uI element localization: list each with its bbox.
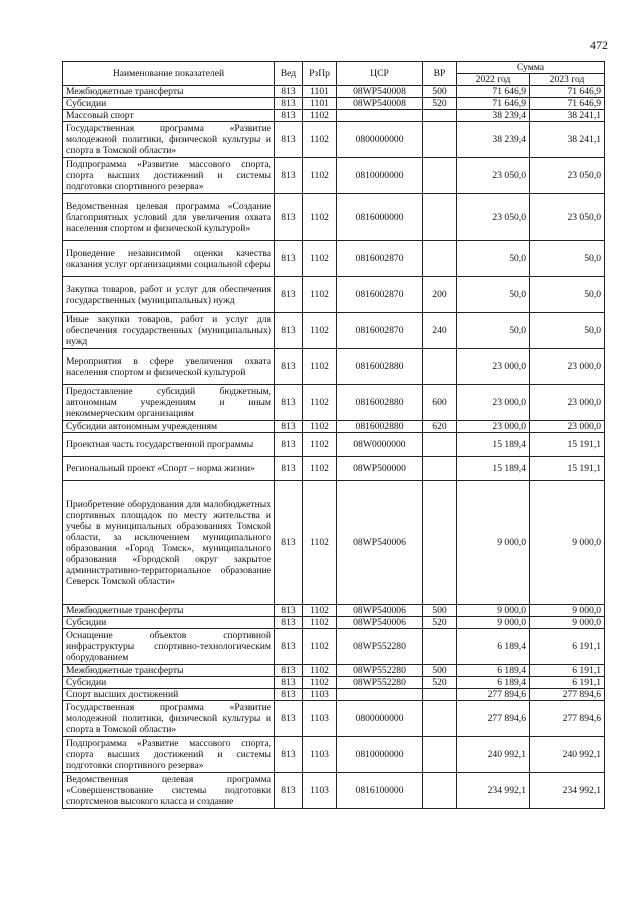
table-cell-rzpr: 1102	[303, 629, 337, 665]
table-cell-ved: 813	[275, 701, 303, 737]
table-cell-name: Приобретение оборудования для малобюджетных спортивных площадок по месту жительства и учебы в муниципальных образованиях Томской области, за исключением муниципального образования «Город Томск», муниципального образования «Городской округ закрытое административно-территориальное образование Северск Томской области»	[63, 481, 275, 605]
table-cell-rzpr: 1101	[303, 98, 337, 110]
table-cell-2023: 38 241,1	[530, 110, 605, 122]
table-cell-csr: 0800000000	[337, 122, 423, 158]
table-cell-name: Межбюджетные трансферты	[63, 665, 275, 677]
table-cell-name: Проектная часть государственной программы	[63, 433, 275, 457]
table-cell-rzpr: 1102	[303, 617, 337, 629]
table-cell-name: Проведение независимой оценки качества оказания услуг организациями социальной сферы	[63, 241, 275, 277]
table-row	[63, 605, 605, 617]
table-cell-name: Межбюджетные трансферты	[63, 86, 275, 98]
table-cell-vr	[423, 241, 457, 277]
table-cell-2023: 277 894,6	[530, 689, 605, 701]
table-cell-name: Закупка товаров, работ и услуг для обеспечения государственных (муниципальных) нужд	[63, 277, 275, 313]
table-cell-rzpr: 1102	[303, 122, 337, 158]
table-cell-rzpr: 1102	[303, 421, 337, 433]
table-cell-2023: 23 000,0	[530, 349, 605, 385]
table-cell-vr	[423, 737, 457, 773]
table-cell-csr: 08WP540008	[337, 98, 423, 110]
table-cell-2022: 6 189,4	[457, 677, 530, 689]
header-name: Наименование показателей	[63, 62, 275, 86]
table-cell-ved: 813	[275, 617, 303, 629]
table-cell-vr: 620	[423, 421, 457, 433]
table-cell-2023: 9 000,0	[530, 617, 605, 629]
table-cell-ved: 813	[275, 605, 303, 617]
table-cell-vr	[423, 110, 457, 122]
table-cell-ved: 813	[275, 629, 303, 665]
table-row	[63, 421, 605, 433]
table-cell-2023: 38 241,1	[530, 122, 605, 158]
table-cell-csr: 0816002880	[337, 385, 423, 421]
table-cell-2022: 50,0	[457, 241, 530, 277]
table-cell-csr: 08WP540008	[337, 86, 423, 98]
table-cell-ved: 813	[275, 457, 303, 481]
table-cell-2022: 15 189,4	[457, 433, 530, 457]
table-cell-2022: 6 189,4	[457, 629, 530, 665]
table-cell-2023: 6 191,1	[530, 665, 605, 677]
table-cell-rzpr: 1103	[303, 701, 337, 737]
table-row	[63, 629, 605, 665]
table-cell-2023: 23 000,0	[530, 421, 605, 433]
table-cell-name: Субсидии автономным учреждениям	[63, 421, 275, 433]
table-cell-vr	[423, 457, 457, 481]
table-cell-vr	[423, 122, 457, 158]
table-cell-name: Государственная программа «Развитие молодежной политики, физической культуры и спорта в Томской области»	[63, 701, 275, 737]
table-cell-2022: 71 646,9	[457, 86, 530, 98]
table-cell-2022: 23 050,0	[457, 194, 530, 241]
table-cell-2022: 38 239,4	[457, 110, 530, 122]
table-row	[63, 701, 605, 737]
table-cell-rzpr: 1102	[303, 605, 337, 617]
table-cell-2023: 6 191,1	[530, 677, 605, 689]
table-cell-csr: 08WP540006	[337, 617, 423, 629]
table-cell-2022: 277 894,6	[457, 701, 530, 737]
table-cell-vr	[423, 158, 457, 194]
table-cell-ved: 813	[275, 665, 303, 677]
table-cell-vr	[423, 629, 457, 665]
table-cell-csr: 0816002870	[337, 277, 423, 313]
table-cell-2022: 277 894,6	[457, 689, 530, 701]
table-cell-ved: 813	[275, 737, 303, 773]
table-cell-rzpr: 1103	[303, 737, 337, 773]
table-cell-csr: 0810000000	[337, 158, 423, 194]
table-cell-2023: 15 191,1	[530, 457, 605, 481]
table-cell-csr: 0816000000	[337, 194, 423, 241]
table-row	[63, 110, 605, 122]
table-cell-vr: 500	[423, 86, 457, 98]
header-vr: ВР	[423, 62, 457, 86]
table-cell-vr: 520	[423, 677, 457, 689]
header-year-2022: 2022 год	[457, 74, 530, 86]
table-cell-name: Подпрограмма «Развитие массового спорта, спорта высших достижений и системы подготовки спортивного резерва»	[63, 158, 275, 194]
table-body	[63, 86, 605, 809]
header-sum: Сумма	[457, 62, 605, 74]
table-cell-vr	[423, 481, 457, 605]
table-cell-rzpr: 1102	[303, 313, 337, 349]
table-cell-rzpr: 1102	[303, 457, 337, 481]
page-number: 472	[590, 38, 608, 52]
table-cell-ved: 813	[275, 349, 303, 385]
table-cell-ved: 813	[275, 385, 303, 421]
table-row	[63, 313, 605, 349]
table-row	[63, 481, 605, 605]
table-cell-2023: 23 050,0	[530, 158, 605, 194]
table-cell-vr	[423, 773, 457, 809]
table-cell-csr: 08WP552280	[337, 629, 423, 665]
table-cell-vr: 200	[423, 277, 457, 313]
table-cell-rzpr: 1103	[303, 773, 337, 809]
table-cell-name: Государственная программа «Развитие молодежной политики, физической культуры и спорта в Томской области»	[63, 122, 275, 158]
table-cell-2023: 15 191,1	[530, 433, 605, 457]
table-cell-2023: 23 050,0	[530, 194, 605, 241]
table-cell-name: Межбюджетные трансферты	[63, 605, 275, 617]
budget-table	[62, 61, 605, 809]
table-row	[63, 677, 605, 689]
table-cell-ved: 813	[275, 481, 303, 605]
table-row	[63, 433, 605, 457]
table-cell-ved: 813	[275, 313, 303, 349]
table-cell-name: Ведомственная целевая программа «Совершенствование системы подготовки спортсменов высокого класса и создание	[63, 773, 275, 809]
table-row	[63, 665, 605, 677]
table-cell-rzpr: 1102	[303, 241, 337, 277]
table-cell-vr: 600	[423, 385, 457, 421]
table-cell-name: Региональный проект «Спорт – норма жизни»	[63, 457, 275, 481]
table-cell-2023: 6 191,1	[530, 629, 605, 665]
table-cell-name: Спорт высших достижений	[63, 689, 275, 701]
table-cell-csr: 08W0000000	[337, 433, 423, 457]
table-cell-2022: 9 000,0	[457, 481, 530, 605]
table-cell-rzpr: 1102	[303, 385, 337, 421]
table-cell-rzpr: 1102	[303, 277, 337, 313]
table-cell-2022: 23 000,0	[457, 385, 530, 421]
header-csr: ЦСР	[337, 62, 423, 86]
table-cell-csr: 0800000000	[337, 701, 423, 737]
table-cell-csr: 08WP540006	[337, 605, 423, 617]
table-cell-vr	[423, 701, 457, 737]
table-cell-2022: 9 000,0	[457, 617, 530, 629]
table-cell-name: Оснащение объектов спортивной инфраструктуры спортивно-технологическим оборудованием	[63, 629, 275, 665]
table-cell-rzpr: 1102	[303, 433, 337, 457]
table-row	[63, 158, 605, 194]
table-cell-name: Субсидии	[63, 617, 275, 629]
table-cell-csr: 08WP552280	[337, 677, 423, 689]
table-cell-2022: 50,0	[457, 313, 530, 349]
header-year-2023: 2023 год	[530, 74, 605, 86]
table-row	[63, 617, 605, 629]
table-row	[63, 773, 605, 809]
table-cell-2022: 6 189,4	[457, 665, 530, 677]
table-cell-csr	[337, 110, 423, 122]
table-cell-vr: 500	[423, 605, 457, 617]
table-cell-2023: 50,0	[530, 313, 605, 349]
table-cell-rzpr: 1103	[303, 689, 337, 701]
table-cell-2022: 38 239,4	[457, 122, 530, 158]
table-cell-vr: 240	[423, 313, 457, 349]
table-row	[63, 689, 605, 701]
table-cell-vr	[423, 194, 457, 241]
table-row	[63, 737, 605, 773]
table-cell-2023: 50,0	[530, 241, 605, 277]
table-cell-name: Иные закупки товаров, работ и услуг для обеспечения государственных (муниципальных) нужд	[63, 313, 275, 349]
table-cell-csr: 0816002880	[337, 349, 423, 385]
table-cell-rzpr: 1102	[303, 110, 337, 122]
table-cell-2022: 71 646,9	[457, 98, 530, 110]
table-cell-csr: 0810000000	[337, 737, 423, 773]
table-cell-rzpr: 1102	[303, 677, 337, 689]
table-cell-vr: 520	[423, 98, 457, 110]
table-cell-vr: 520	[423, 617, 457, 629]
table-cell-rzpr: 1101	[303, 86, 337, 98]
table-cell-ved: 813	[275, 86, 303, 98]
table-row	[63, 98, 605, 110]
table-cell-name: Субсидии	[63, 677, 275, 689]
table-cell-name: Субсидии	[63, 98, 275, 110]
table-cell-vr	[423, 689, 457, 701]
table-cell-2022: 240 992,1	[457, 737, 530, 773]
table-cell-ved: 813	[275, 433, 303, 457]
table-row	[63, 385, 605, 421]
table-cell-ved: 813	[275, 194, 303, 241]
table-cell-vr	[423, 433, 457, 457]
table-cell-2023: 23 000,0	[530, 385, 605, 421]
table-cell-ved: 813	[275, 677, 303, 689]
table-cell-ved: 813	[275, 421, 303, 433]
table-cell-rzpr: 1102	[303, 481, 337, 605]
table-cell-2022: 23 000,0	[457, 349, 530, 385]
table-cell-ved: 813	[275, 773, 303, 809]
table-cell-2023: 9 000,0	[530, 481, 605, 605]
table-cell-2023: 277 894,6	[530, 701, 605, 737]
table-cell-2022: 9 000,0	[457, 605, 530, 617]
header-ved: Вед	[275, 62, 303, 86]
table-cell-ved: 813	[275, 122, 303, 158]
table-cell-rzpr: 1102	[303, 349, 337, 385]
header-rzpr: РзПр	[303, 62, 337, 86]
table-cell-ved: 813	[275, 98, 303, 110]
table-cell-2023: 9 000,0	[530, 605, 605, 617]
table-cell-ved: 813	[275, 241, 303, 277]
table-cell-name: Предоставление субсидий бюджетным, автономным учреждениям и иным некоммерческим организациям	[63, 385, 275, 421]
table-cell-csr: 0816002870	[337, 313, 423, 349]
table-cell-2023: 234 992,1	[530, 773, 605, 809]
table-row	[63, 241, 605, 277]
table-cell-vr	[423, 349, 457, 385]
table-cell-ved: 813	[275, 277, 303, 313]
table-row	[63, 194, 605, 241]
table-cell-2022: 23 050,0	[457, 158, 530, 194]
table-cell-2023: 240 992,1	[530, 737, 605, 773]
table-cell-rzpr: 1102	[303, 194, 337, 241]
table-cell-csr: 08WP540006	[337, 481, 423, 605]
table-row	[63, 277, 605, 313]
table-cell-rzpr: 1102	[303, 158, 337, 194]
table-cell-name: Мероприятия в сфере увеличения охвата населения спортом и физической культурой	[63, 349, 275, 385]
table-row	[63, 122, 605, 158]
table-cell-ved: 813	[275, 110, 303, 122]
table-cell-name: Ведомственная целевая программа «Создание благоприятных условий для увеличения охвата населения спортом и физической культурой»	[63, 194, 275, 241]
table-cell-2022: 15 189,4	[457, 457, 530, 481]
table-cell-ved: 813	[275, 689, 303, 701]
table-cell-csr	[337, 689, 423, 701]
table-cell-ved: 813	[275, 158, 303, 194]
table-row	[63, 457, 605, 481]
table-cell-csr: 08WP552280	[337, 665, 423, 677]
table-cell-2022: 23 000,0	[457, 421, 530, 433]
table-cell-2022: 234 992,1	[457, 773, 530, 809]
table-row	[63, 86, 605, 98]
table-cell-csr: 0816002880	[337, 421, 423, 433]
table-cell-csr: 08WP500000	[337, 457, 423, 481]
table-cell-csr: 0816100000	[337, 773, 423, 809]
table-cell-2023: 50,0	[530, 277, 605, 313]
table-cell-name: Подпрограмма «Развитие массового спорта, спорта высших достижений и системы подготовки спортивного резерва»	[63, 737, 275, 773]
table-cell-vr: 500	[423, 665, 457, 677]
table-cell-name: Массовый спорт	[63, 110, 275, 122]
table-cell-2023: 71 646,9	[530, 98, 605, 110]
table-cell-2022: 50,0	[457, 277, 530, 313]
table-cell-2023: 71 646,9	[530, 86, 605, 98]
table-cell-csr: 0816002870	[337, 241, 423, 277]
table-cell-rzpr: 1102	[303, 665, 337, 677]
table-row	[63, 349, 605, 385]
